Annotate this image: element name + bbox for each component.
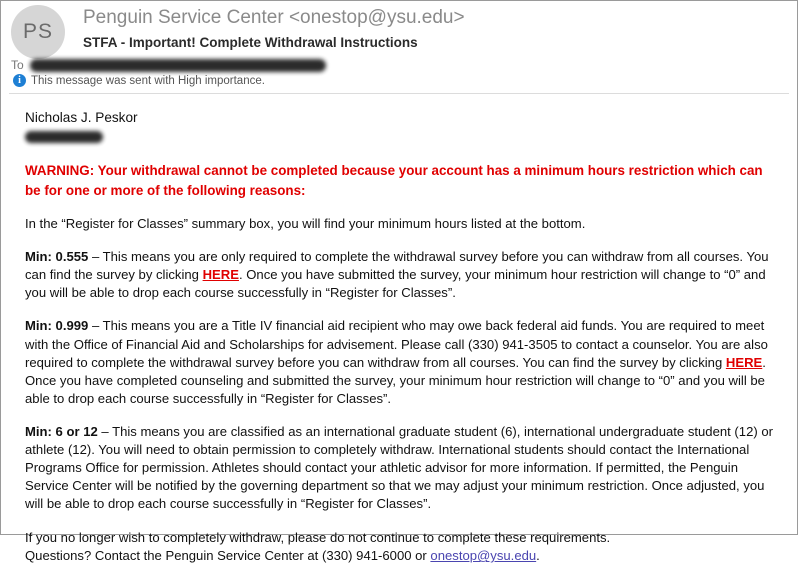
item-label-1: Min: 0.999 — [25, 318, 89, 334]
closing-line-2-after: . — [536, 548, 540, 564]
item-paragraph-2 — [25, 423, 775, 513]
header-divider — [9, 93, 789, 94]
info-icon: i — [13, 74, 26, 87]
recipient-row — [11, 56, 326, 74]
email-body — [1, 101, 797, 564]
redacted-recipient — [30, 59, 326, 72]
item-text-before-1: – This means you are a Title IV financial aid recipient who may owe back federal aid funds. You are required to meet with the Office of Financial Aid and Scholarships for advisement. Please call (330) 941-3505 to contact a counselor. You are also required to complete the withdrawal survey before you can withdraw from all courses. You can find the survey by clicking — [25, 318, 768, 370]
importance-notice — [13, 74, 265, 87]
survey-here-link-1[interactable]: HERE — [725, 354, 763, 370]
greeting-name: Nicholas J. Peskor — [25, 110, 138, 125]
item-text-before-0: – This means you are only required to complete the withdrawal survey before you can withdraw from all courses. You can find the survey by clicking — [25, 249, 769, 283]
importance-text: This message was sent with High importance. — [31, 74, 265, 87]
email-header — [1, 1, 797, 87]
item-text-before-2: – This means you are classified as an international graduate student (6), international undergraduate student (12) or athlete (12). You will need to obtain permission to completely withdraw. International students should contact the International Programs Office for permission. Athletes should contact your athletic advisor for more information. If permitted, the Penguin Service Center will be notified by the governing department so that we may adjust your minimum restriction. Once adjusted, you will be able to drop each course successfully in “Register for Classes”. — [25, 423, 773, 512]
item-text-after-0: . Once you have submitted the survey, your minimum hour restriction will change to “0” and you will be able to drop each course successfully in “Register for Classes”. — [25, 267, 766, 301]
avatar: PS — [11, 5, 65, 59]
sender-address[interactable]: Penguin Service Center <onestop@ysu.edu> — [83, 7, 465, 28]
warning-banner-text: WARNING: Your withdrawal cannot be completed because your account has a minimum hours restriction which can be for one or more of the following reasons: — [25, 163, 763, 198]
closing-line-2-before: Questions? Contact the Penguin Service Center at (330) 941-6000 or — [25, 548, 431, 564]
onestop-email-link[interactable]: onestop@ysu.edu — [430, 548, 537, 564]
closing-line-1: If you no longer wish to completely withdraw, please do not continue to complete these requirements. — [25, 530, 611, 546]
survey-here-link-0[interactable]: HERE — [202, 267, 239, 283]
redacted-student-id — [25, 131, 103, 143]
to-label: To — [11, 58, 24, 72]
item-label-0: Min: 0.555 — [25, 249, 89, 265]
item-paragraph-0 — [25, 248, 775, 302]
item-text-after-1: . Once you have completed counseling and submitted the survey, your minimum hour restriction will change to “0” and you will be able to drop each course successfully in “Register for Classes”. — [25, 354, 766, 406]
item-label-2: Min: 6 or 12 — [25, 423, 98, 439]
intro-paragraph: In the “Register for Classes” summary box, you will find your minimum hours listed at the bottom. — [25, 216, 586, 232]
closing-paragraph — [25, 529, 775, 565]
item-paragraph-1 — [25, 317, 775, 407]
email-subject: STFA - Important! Complete Withdrawal Instructions — [83, 35, 418, 50]
